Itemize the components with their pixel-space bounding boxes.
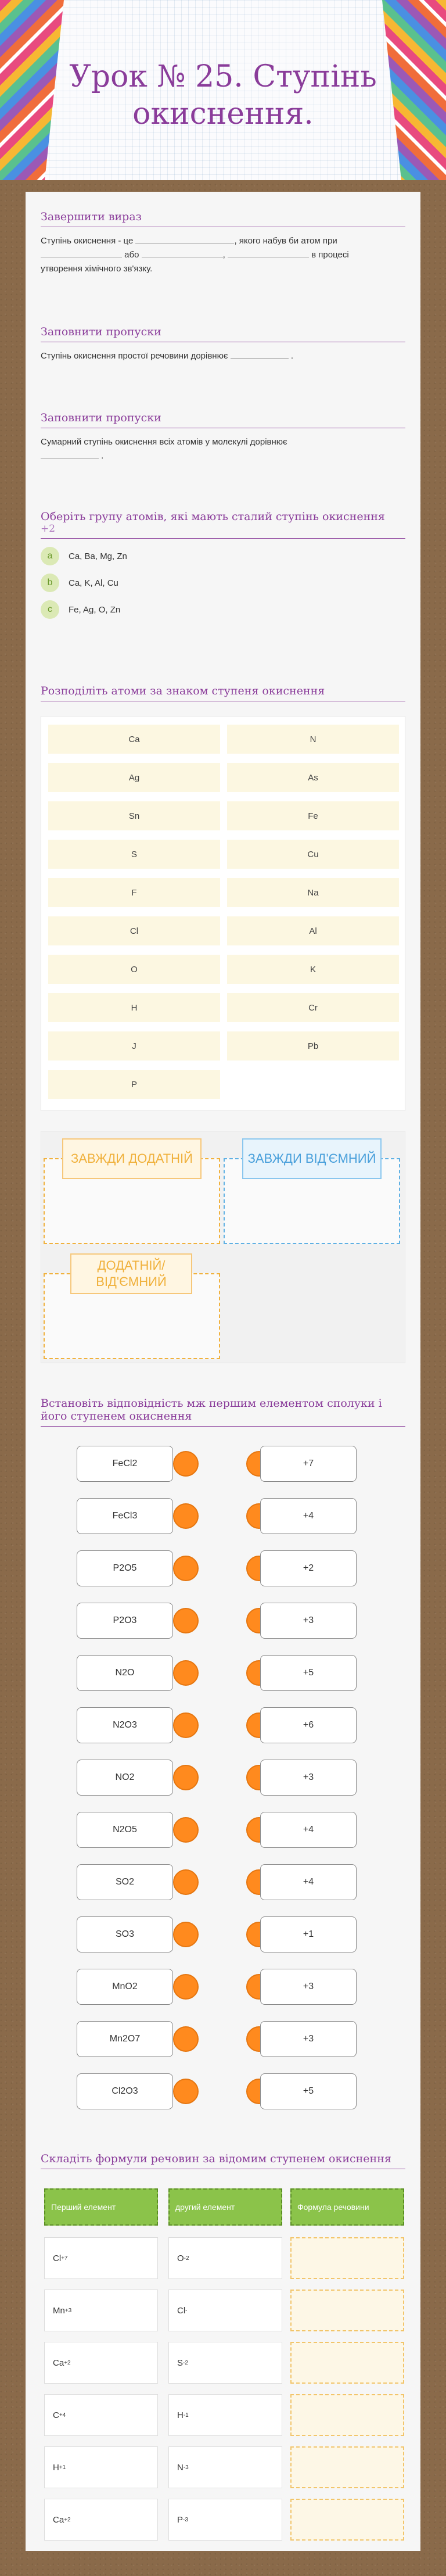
text-fragment: , bbox=[222, 250, 228, 260]
section-compose-formulas bbox=[41, 2152, 405, 2169]
text-fragment: Ступінь окиснення простої речовини дорівнює bbox=[41, 351, 228, 361]
column-header-second: другий елемент bbox=[168, 2188, 282, 2226]
choice-badge: b bbox=[41, 574, 59, 592]
blank-input[interactable] bbox=[228, 248, 309, 257]
section-subtitle: +2 bbox=[41, 523, 405, 539]
match-left-item[interactable]: FeCl2 bbox=[77, 1446, 173, 1482]
section-title: Завершити вираз bbox=[41, 210, 405, 227]
match-connector-left[interactable] bbox=[173, 1503, 199, 1529]
atom-chip[interactable]: Pb bbox=[227, 1031, 399, 1061]
choice-text: Ca, K, Al, Cu bbox=[69, 578, 118, 588]
element-cell-second bbox=[168, 2237, 282, 2279]
text-fragment: Сумарний ступінь окиснення всіх атомів у молекулі дорівнює bbox=[41, 437, 287, 447]
atom-chip[interactable]: S bbox=[48, 840, 220, 869]
element-symbol: Ca bbox=[53, 2514, 64, 2525]
match-right-item[interactable]: +1 bbox=[260, 1916, 357, 1952]
drop-zones-area bbox=[41, 1131, 405, 1363]
match-connector-left[interactable] bbox=[173, 1922, 199, 1947]
match-right-item[interactable]: +5 bbox=[260, 2073, 357, 2109]
element-cell-first bbox=[44, 2446, 158, 2488]
atom-chip[interactable]: K bbox=[227, 955, 399, 984]
element-cell-second bbox=[168, 2499, 282, 2541]
element-symbol: Mn bbox=[53, 2305, 65, 2316]
chevron-decoration-left bbox=[0, 0, 64, 180]
choice-option-b[interactable] bbox=[41, 574, 405, 592]
match-left-item[interactable]: N2O bbox=[77, 1655, 173, 1691]
oxidation-state: +2 bbox=[64, 2516, 71, 2523]
atom-chip[interactable]: O bbox=[48, 955, 220, 984]
element-cell-first bbox=[44, 2237, 158, 2279]
match-connector-left[interactable] bbox=[173, 1817, 199, 1843]
choice-text: Ca, Ba, Mg, Zn bbox=[69, 551, 127, 561]
element-symbol: Cl bbox=[53, 2253, 62, 2263]
choice-option-a[interactable] bbox=[41, 547, 405, 565]
text-fragment: або bbox=[122, 250, 142, 260]
match-connector-left[interactable] bbox=[173, 1869, 199, 1895]
formula-drop-cell[interactable] bbox=[290, 2394, 404, 2436]
match-right-item[interactable]: +6 bbox=[260, 1707, 357, 1743]
match-right-item[interactable]: +2 bbox=[260, 1550, 357, 1586]
section-complete-expression bbox=[41, 210, 405, 276]
formula-drop-cell[interactable] bbox=[290, 2499, 404, 2541]
section-match bbox=[41, 1397, 405, 1427]
blank-input[interactable] bbox=[135, 234, 234, 243]
oxidation-state: -2 bbox=[184, 2255, 189, 2262]
match-connector-left[interactable] bbox=[173, 2079, 199, 2104]
atom-chip[interactable]: Sn bbox=[48, 801, 220, 830]
oxidation-state: +7 bbox=[61, 2255, 68, 2262]
section-text bbox=[41, 435, 405, 463]
match-left-item[interactable]: SO3 bbox=[77, 1916, 173, 1952]
column-header-formula: Формула речовини bbox=[290, 2188, 404, 2226]
choice-badge: a bbox=[41, 547, 59, 565]
atom-chip[interactable]: Al bbox=[227, 916, 399, 945]
oxidation-state: -1 bbox=[183, 2412, 189, 2419]
match-left-item[interactable]: N2O5 bbox=[77, 1812, 173, 1848]
column-header-first: Перший елемент bbox=[44, 2188, 158, 2226]
section-title: Встановіть відповідність мж першим елементом сполуки і його ступенем окиснення bbox=[41, 1397, 405, 1427]
text-fragment: . bbox=[101, 451, 104, 461]
atom-chip[interactable]: N bbox=[227, 725, 399, 754]
element-symbol: O bbox=[177, 2253, 184, 2263]
match-right-item[interactable]: +3 bbox=[260, 1760, 357, 1796]
section-text bbox=[41, 234, 405, 276]
choice-text: Fe, Ag, O, Zn bbox=[69, 604, 121, 615]
match-left-item[interactable]: N2O3 bbox=[77, 1707, 173, 1743]
oxidation-state: +1 bbox=[59, 2464, 66, 2471]
match-connector-left[interactable] bbox=[173, 1765, 199, 1790]
element-symbol: S bbox=[177, 2358, 184, 2368]
atom-chip[interactable]: Ag bbox=[48, 763, 220, 792]
match-left-item[interactable]: Mn2O7 bbox=[77, 2021, 173, 2057]
section-title: Заповнити пропуски bbox=[41, 411, 405, 428]
element-symbol: H bbox=[177, 2410, 184, 2420]
section-fill-gaps-2 bbox=[41, 411, 405, 463]
page-header bbox=[0, 0, 446, 180]
match-connector-left[interactable] bbox=[173, 1974, 199, 2000]
element-cell-first bbox=[44, 2394, 158, 2436]
section-title: Складіть формули речовин за відомим ступенем окиснення bbox=[41, 2152, 405, 2169]
blank-input[interactable] bbox=[231, 349, 289, 359]
atom-chip[interactable]: J bbox=[48, 1031, 220, 1061]
oxidation-state: - bbox=[185, 2307, 188, 2314]
section-choose-group bbox=[41, 510, 405, 619]
match-right-item[interactable]: +4 bbox=[260, 1864, 357, 1900]
match-left-item[interactable]: NO2 bbox=[77, 1760, 173, 1796]
blank-input[interactable] bbox=[142, 248, 223, 257]
choice-option-c[interactable] bbox=[41, 600, 405, 619]
section-sort-atoms bbox=[41, 685, 405, 701]
match-left-item[interactable]: SO2 bbox=[77, 1864, 173, 1900]
element-cell-second bbox=[168, 2290, 282, 2331]
text-fragment: Ступінь окиснення - це bbox=[41, 236, 136, 246]
match-connector-left[interactable] bbox=[173, 1556, 199, 1581]
match-connector-left[interactable] bbox=[173, 1608, 199, 1633]
element-cell-first bbox=[44, 2499, 158, 2541]
section-title: Оберіть групу атомів, які мають сталий ступінь окиснення bbox=[41, 510, 385, 523]
oxidation-state: +4 bbox=[59, 2412, 66, 2419]
match-left-item[interactable]: Cl2O3 bbox=[77, 2073, 173, 2109]
element-symbol: H bbox=[53, 2462, 59, 2473]
atom-chip[interactable]: Na bbox=[227, 878, 399, 907]
formula-drop-cell[interactable] bbox=[290, 2290, 404, 2331]
match-left-item[interactable]: FeCl3 bbox=[77, 1498, 173, 1534]
element-cell-first bbox=[44, 2342, 158, 2384]
atom-chip[interactable]: As bbox=[227, 763, 399, 792]
match-connector-left[interactable] bbox=[173, 1451, 199, 1477]
formula-drop-cell[interactable] bbox=[290, 2342, 404, 2384]
oxidation-state: -3 bbox=[183, 2464, 189, 2471]
blank-input[interactable] bbox=[41, 248, 122, 257]
section-title: Розподіліть атоми за знаком ступеня окиснення bbox=[41, 685, 405, 701]
element-cell-second bbox=[168, 2446, 282, 2488]
oxidation-state: -2 bbox=[183, 2359, 188, 2366]
match-right-item[interactable]: +3 bbox=[260, 2021, 357, 2057]
formula-drop-cell[interactable] bbox=[290, 2237, 404, 2279]
element-symbol: P bbox=[177, 2514, 184, 2525]
atom-chip[interactable]: Cr bbox=[227, 993, 399, 1022]
atom-chip[interactable]: Cu bbox=[227, 840, 399, 869]
element-symbol: Ca bbox=[53, 2358, 64, 2368]
zone-label-negative: ЗАВЖДИ ВІД'ЄМНИЙ bbox=[242, 1138, 382, 1179]
oxidation-state: +3 bbox=[64, 2307, 72, 2314]
element-cell-first bbox=[44, 2290, 158, 2331]
chevron-decoration-right bbox=[382, 0, 446, 180]
section-title: Заповнити пропуски bbox=[41, 325, 405, 342]
element-symbol: N bbox=[177, 2462, 184, 2473]
match-left-item[interactable]: P2O5 bbox=[77, 1550, 173, 1586]
oxidation-state: -3 bbox=[183, 2516, 188, 2523]
match-right-item[interactable]: +7 bbox=[260, 1446, 357, 1482]
match-connector-left[interactable] bbox=[173, 2026, 199, 2052]
zone-label-both: ДОДАТНІЙ/ ВІД'ЄМНИЙ bbox=[70, 1253, 192, 1294]
atom-chip[interactable]: F bbox=[48, 878, 220, 907]
atom-chip[interactable]: H bbox=[48, 993, 220, 1022]
match-left-item[interactable]: MnO2 bbox=[77, 1969, 173, 2005]
text-fragment: утворення хімічного зв'язку. bbox=[41, 264, 153, 274]
text-fragment: , якого набув би атом при bbox=[234, 236, 337, 246]
atom-chip[interactable]: P bbox=[48, 1070, 220, 1099]
blank-input[interactable] bbox=[41, 449, 99, 458]
match-right-item[interactable]: +5 bbox=[260, 1655, 357, 1691]
text-fragment: . bbox=[290, 351, 294, 361]
match-left-item[interactable]: P2O3 bbox=[77, 1603, 173, 1639]
match-right-item[interactable]: +4 bbox=[260, 1498, 357, 1534]
atom-chip[interactable]: Ca bbox=[48, 725, 220, 754]
text-fragment: в процесі bbox=[308, 250, 349, 260]
match-connector-left[interactable] bbox=[173, 1712, 199, 1738]
page-title: Урок № 25. Ступінь окиснення. bbox=[69, 59, 377, 131]
atom-chip[interactable]: Fe bbox=[227, 801, 399, 830]
match-connector-left[interactable] bbox=[173, 1660, 199, 1686]
atom-chip-area bbox=[41, 716, 405, 1111]
oxidation-state: +2 bbox=[64, 2359, 71, 2366]
section-text bbox=[41, 349, 405, 363]
zone-label-positive: ЗАВЖДИ ДОДАТНІЙ bbox=[62, 1138, 202, 1179]
match-right-item[interactable]: +4 bbox=[260, 1812, 357, 1848]
section-fill-gaps-1 bbox=[41, 325, 405, 363]
formula-drop-cell[interactable] bbox=[290, 2446, 404, 2488]
element-symbol: Cl bbox=[177, 2305, 186, 2316]
match-right-item[interactable]: +3 bbox=[260, 1603, 357, 1639]
element-symbol: C bbox=[53, 2410, 59, 2420]
match-right-item[interactable]: +3 bbox=[260, 1969, 357, 2005]
atom-chip[interactable]: Cl bbox=[48, 916, 220, 945]
element-cell-second bbox=[168, 2342, 282, 2384]
element-cell-second bbox=[168, 2394, 282, 2436]
choice-badge: c bbox=[41, 600, 59, 619]
